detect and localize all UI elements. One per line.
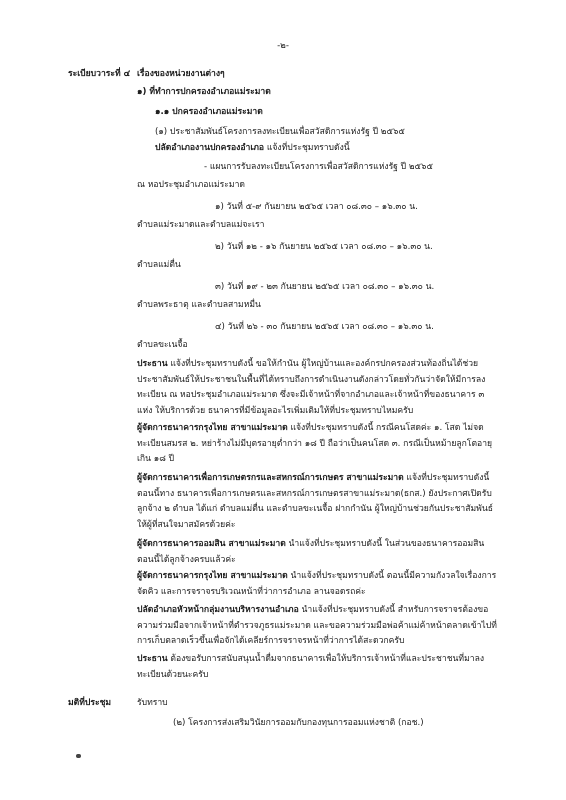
plan-line-1: - แผนการรับลงทะเบียนโครงการเพื่อสวัสดิการแห่งรัฐ ปี ๒๕๖๕ bbox=[204, 162, 433, 172]
subsection-title: ๑.๑ ปกครองอำเภอแม่ระมาด bbox=[155, 107, 263, 117]
gsb-statement bbox=[137, 537, 500, 568]
baac-text: แจ้งที่ประชุมทราบดังนี้ ตอนนี้ทาง ธนาคารเพื่อการเกษตรและสหกรณ์การเกษตรสาขาแม่ระมาด(ธกส.) ยังประกาศเปิดรับลูกจ้าง ๒ ตำบล ได้แก่ ตำบลแม่ตื่น และตำบลขะเนจื้อ ฝากกำนัน ผู้ใหญ่บ้านช่วยกันประชาสัมพันธ์ให้ผู้ที่สนใจมาสมัครด้วยค่ะ bbox=[137, 473, 493, 530]
section-title: ๑) ที่ทำการปกครองอำเภอแม่ระมาด bbox=[137, 87, 271, 97]
admin-statement bbox=[137, 603, 500, 650]
schedule-where-2: ตำบลแม่ตื่น bbox=[137, 260, 181, 270]
chair-speaker: ประธาน bbox=[137, 359, 168, 369]
schedule-when-2: ๒) วันที่ ๑๒ - ๑๖ กันยายน ๒๕๖๕ เวลา ๐๘.๓๐ – ๑๖.๓๐ น. bbox=[215, 242, 433, 252]
scan-mark bbox=[76, 754, 81, 758]
schedule-when-4: ๔) วันที่ ๒๖ - ๓๐ กันยายน ๒๕๖๕ เวลา ๐๘.๓๐ – ๑๖.๓๐ น. bbox=[215, 322, 434, 332]
schedule-when-3: ๓) วันที่ ๑๙ - ๒๓ กันยายน ๒๕๖๕ เวลา ๐๘.๓๐ – ๑๖.๓๐ น. bbox=[215, 282, 435, 292]
page-number: -๒- bbox=[277, 41, 289, 51]
item-1-title: (๑) ประชาสัมพันธ์โครงการลงทะเบียนเพื่อสวัสดิการแห่งรัฐ ปี ๒๕๖๕ bbox=[155, 127, 405, 137]
resolution-label: มติที่ประชุม bbox=[68, 698, 112, 708]
presenter-line bbox=[155, 143, 350, 154]
chair-speaker-2: ประธาน bbox=[137, 654, 168, 664]
presenter-name: ปลัดอำเภองานปกครองอำเภอ bbox=[155, 143, 265, 153]
schedule-where-3: ตำบลพระธาตุ และตำบลสามหมื่น bbox=[137, 300, 261, 310]
ktb-text-1: แจ้งที่ประชุมทราบดังนี้ กรณีคนโสดค่ะ ๑. โสด ไม่จดทะเบียนสมรส ๒. หย่าร้างไม่มีบุตรอายุต่ำกว่า ๑๘ ปี ถือว่าเป็นคนโสด ๓. กรณีเป็นหม้ายลูกโตอายุเกิน ๑๘ ปี bbox=[137, 423, 493, 464]
agenda-title: เรื่องของหน่วยงานต่างๆ bbox=[137, 69, 225, 79]
gsb-speaker: ผู้จัดการธนาคารออมสิน สาขาแม่ระมาด bbox=[137, 539, 286, 549]
schedule-where-1: ตำบลแม่ระมาดและตำบลแม่จะเรา bbox=[137, 220, 265, 230]
item-2-title: (๒) โครงการส่งเสริมวินัยการออมกับกองทุนการออมแห่งชาติ (กอช.) bbox=[173, 718, 424, 728]
chair-statement bbox=[137, 357, 500, 419]
presenter-text: แจ้งที่ประชุมทราบดังนี้ bbox=[264, 143, 350, 153]
chair-text: แจ้งที่ประชุมทราบดังนี้ ขอให้กำนัน ผู้ใหญ่บ้านและองค์กรปกครองส่วนท้องถิ่นได้ช่วยประชาสัมพันธ์ให้ประชาชนในพื้นที่ได้ทราบถึงการดำเนินงานดังกล่าวโดยทั่วกันว่าจัดให้มีการลงทะเบียน ณ หอประชุมอำเภอแม่ระมาด ซึ่งจะมีเจ้าหน้าที่จากอำเภอและเจ้าหน้าที่ของธนาคาร ๓ แห่ง ให้บริการด้วย ธนาคารที่มีข้อมูลอะไรเพิ่มเติมให้ที่ประชุมทราบไหมครับ bbox=[137, 359, 486, 416]
ktb-statement-1 bbox=[137, 421, 500, 468]
ktb-speaker-2: ผู้จัดการธนาคารกรุงไทย สาขาแม่ระมาด bbox=[137, 571, 288, 581]
baac-statement bbox=[137, 471, 500, 533]
plan-line-2: ณ หอประชุมอำเภอแม่ระมาด bbox=[137, 180, 245, 190]
baac-speaker: ผู้จัดการธนาคารเพื่อการเกษตรกรและสหกรณ์การเกษตร สาขาแม่ระมาด bbox=[137, 473, 404, 483]
ktb-text-2: นำแจ้งที่ประชุมทราบดังนี้ ตอนนี้มีความกังวลใจเรื่องการจัดคิว และการจราจรบริเวณหน้าที่ว่าการอำเภอ ลานจอดรถค่ะ bbox=[137, 571, 497, 597]
admin-speaker: ปลัดอำเภอหัวหน้ากลุ่มงานบริหารงานอำเภอ bbox=[137, 605, 299, 615]
gsb-text: นำแจ้งที่ประชุมทราบดังนี้ ในส่วนของธนาคารออมสินตอนนี้ได้ลูกจ้างครบแล้วค่ะ bbox=[137, 539, 485, 565]
chair-text-2: ต้องขอรับการสนับสนุนน้ำดื่มจากธนาคารเพื่อให้บริการเจ้าหน้าที่และประชาชนที่มาลงทะเบียนด้วยนะครับ bbox=[137, 654, 485, 680]
ktb-statement-2 bbox=[137, 569, 500, 600]
schedule-when-1: ๑) วันที่ ๕-๙ กันยายน ๒๕๖๕ เวลา ๐๘.๓๐ – ๑๖.๓๐ น. bbox=[215, 202, 418, 212]
admin-text: นำแจ้งที่ประชุมทราบดังนี้ สำหรับการจราจรต้องขอความร่วมมือจากเจ้าหน้าที่ตำรวจภูธรแม่ระมาด และขอความร่วมมือพ่อค้าแม่ค้าหน้าตลาดเข้าไปที่การเก็บตลาดเร็วขึ้นเพื่อจักได้เคลียร์การจราจรหน้าที่ว่าการได้สะดวกครับ bbox=[137, 605, 497, 646]
ktb-speaker-1: ผู้จัดการธนาคารกรุงไทย สาขาแม่ระมาด bbox=[137, 423, 288, 433]
resolution-value: รับทราบ bbox=[137, 698, 168, 708]
schedule-where-4: ตำบลขะเนจื้อ bbox=[137, 340, 188, 350]
agenda-label: ระเบียบวาระที่ ๔ bbox=[68, 69, 131, 79]
chair-statement-2 bbox=[137, 652, 500, 683]
